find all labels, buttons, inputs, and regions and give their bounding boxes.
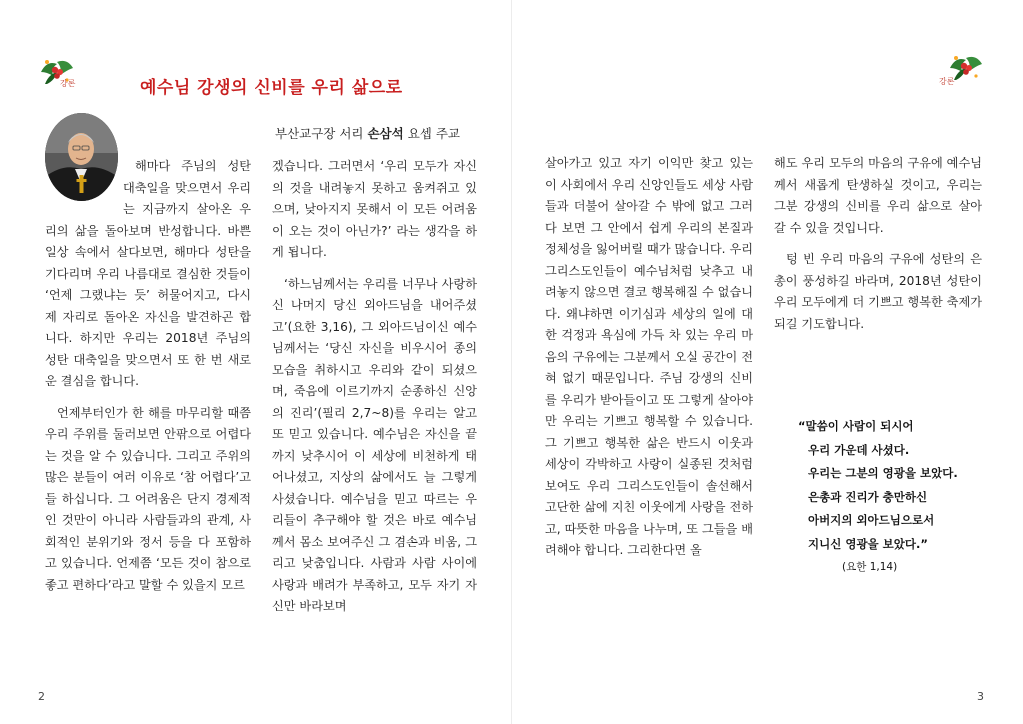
paragraph: 겠습니다. 그러면서 ‘우리 모두가 자신의 것을 내려놓지 못하고 움켜쥐고 있으며, 낮아지지 못해서 이 모든 어려움이 오는 것이 아닌가?’ 라는 생각을 하게 됩니다. <box>272 159 477 259</box>
page-number: 3 <box>977 690 984 703</box>
paragraph: 해도 우리 모두의 마음의 구유에 예수님께서 새롭게 탄생하실 것이고, 우리는 그분 강생의 신비를 우리 삶으로 살아 갈 수 있을 것입니다. <box>774 156 982 235</box>
article-title: 예수님 강생의 신비를 우리 삶으로 <box>140 78 403 98</box>
quote-line: 은총과 진리가 충만하신 <box>808 489 928 504</box>
quote-line: “말씀이 사람이 되시어 <box>798 419 914 433</box>
paragraph: 텅 빈 우리 마음의 구유에 성탄의 은총이 풍성하길 바라며, 2018년 성탄이 우리 모두에게 더 기쁘고 행복한 축제가 되길 기도합니다. <box>774 252 982 331</box>
column-1 <box>45 156 251 596</box>
quote-line: 우리 가운데 사셨다. <box>808 442 910 457</box>
author-role: 부산교구장 서리 <box>275 126 364 141</box>
quote-line: 우리는 그분의 영광을 보았다. <box>808 466 958 480</box>
quote-reference: (요한 1,14) <box>842 561 898 573</box>
paragraph: 해마다 주님의 성탄 대축일을 맞으면서 우리는 지금까지 살아온 우리의 삶을 돌아보며 반성합니다. 바쁜 일상 속에서 살다보면, 해마다 성탄을 기다리며 우리 나름대로 결심한 것들이 ‘언제 그랬냐는 듯’ 허물어지고, 다시 제 자리로 돌아온 자신을 발견하곤 합니다. 하지만 우리는 2018년 주님의 성탄 대축일을 맞으면서 또 한 번 새로운 결심을 합니다. <box>45 159 251 388</box>
paragraph: 언제부터인가 한 해를 마무리할 때쯤 우리 주위를 둘러보면 안팎으로 어렵다는 것을 알 수 있습니다. 그리고 주위의 많은 분들이 여러 이유로 ‘참 어렵다’고들 하십니다. 그 어려움은 단지 경제적인 것만이 아니라 사람들과의 관계, 사회적인 분위기와 정서 등을 다 포함하고 있습니다. 언제쯤 ‘모든 것이 참으로 좋고 편하다’라고 말할 수 있을지 모르 <box>45 405 251 592</box>
left-page <box>0 0 511 724</box>
quote-line: 아버지의 외아드님으로서 <box>808 513 935 527</box>
author-title: 요셉 주교 <box>407 126 460 141</box>
column-3 <box>545 153 753 562</box>
scripture-quote <box>798 415 998 580</box>
section-tag: 강론 <box>60 79 76 88</box>
page-number: 2 <box>38 690 45 703</box>
author-name: 손삼석 <box>367 126 404 141</box>
column-4 <box>774 153 982 335</box>
bishop-portrait <box>45 113 118 201</box>
byline <box>275 124 460 142</box>
paragraph: ‘하느님께서는 우리를 너무나 사랑하신 나머지 당신 외아드님을 내어주셨고’(요한 3,16), 그 외아드님이신 예수님께서는 ‘당신 자신을 비우시어 종의 모습을 취하시고 우리와 같이 되셨으며, 죽음에 이르기까지 순종하신 신앙의 진리’(필리 2,7~8)를 우리는 알고 또 믿고 있습니다. 예수님은 자신을 끝까지 낮추시어 이 세상에 비천하게 태어나셨고, 지상의 삶에서도 늘 그렇게 사셨습니다. 예수님을 믿고 따르는 우리들이 추구해야 할 것은 바로 예수님께서 몸소 보여주신 그 겸손과 비움, 그리고 낮춤입니다. 사람과 사람 사이에 사랑과 배려가 부족하고, 모두 자기 자신만 바라보며 <box>272 276 477 613</box>
column-2 <box>272 156 477 618</box>
right-page <box>512 0 1023 724</box>
quote-line: 지니신 영광을 보았다.” <box>808 536 928 551</box>
paragraph: 살아가고 있고 자기 이익만 찾고 있는 이 사회에서 우리 신앙인들도 세상 사람들과 더불어 살아갈 수 밖에 없고 그러다 보면 그 안에서 쉽게 우리의 본질과 정체성을 잃어버릴 때가 많습니다. 우리 그리스도인들이 예수님처럼 낮추고 내려놓지 않으면 결코 행복해질 수 없습니다. 왜냐하면 이기심과 세상의 일에 대한 걱정과 욕심에 가득 차 있는 우리 마음의 구유에는 그분께서 오실 공간이 전혀 없기 때문입니다. 주님 강생의 신비를 우리가 받아들이고 또 그렇게 살아야만 우리는 기쁘고 행복할 수 있습니다. 그 기쁘고 행복한 삶은 반드시 이웃과 세상이 각박하고 사랑이 실종된 것처럼 보여도 우리 그리스도인들이 솔선해서 고단한 삶에 지친 이웃에게 사랑을 전하고, 따뜻한 마음을 나누며, 또 그들을 배려해야 합니다. 그리한다면 올 <box>545 156 753 557</box>
section-tag: 강론 <box>939 77 955 86</box>
